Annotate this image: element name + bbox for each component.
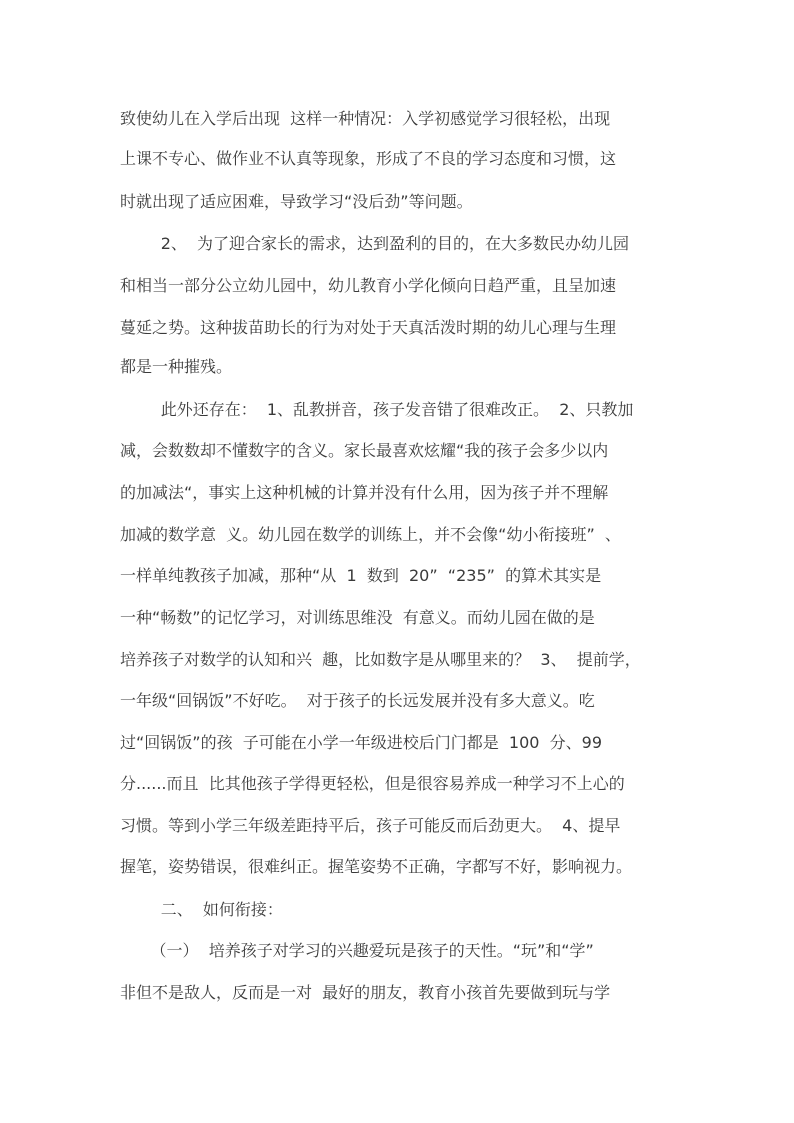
text-line: 分......而且 比其他孩子学得更轻松，但是很容易养成一种学习不上心的 [120, 774, 625, 793]
text-line: 加减的数学意 义。幼儿园在数学的训练上，并不会像“幼小衔接班” 、 [120, 525, 621, 544]
text-line: 致使幼儿在入学后出现 这样一种情况：入学初感觉学习很轻松，出现 [120, 109, 611, 128]
text-line: 一种“畅数”的记忆学习，对训练思维没 有意义。而幼儿园在做的是 [120, 608, 595, 627]
text-line: 时就出现了适应困难，导致学习“没后劲”等问题。 [120, 192, 473, 211]
text-line: 习惯。等到小学三年级差距持平后，孩子可能反而后劲更大。 4、提早 [120, 816, 621, 835]
text-line: 培养孩子对数学的认知和兴 趣，比如数字是从哪里来的？ 3、 提前学， [120, 650, 641, 669]
text-line: 过“回锅饭”的孩 子可能在小学一年级进校后门门都是 100 分、99 [120, 733, 602, 752]
text-line: 2、 为了迎合家长的需求，达到盈利的目的，在大多数民办幼儿园 [120, 234, 630, 253]
text-line: 上课不专心、做作业不认真等现象，形成了不良的学习态度和习惯，这 [120, 149, 617, 168]
text-line: 二、 如何衔接： [120, 900, 283, 919]
text-line: 一样单纯教孩子加减，那种“从 1 数到 20” “235” 的算术其实是 [120, 566, 602, 585]
text-line: 握笔，姿势错误，很难纠正。握笔姿势不正确，字都写不好，影响视力。 [120, 857, 633, 876]
text-line: 一年级“回锅饭”不好吃。 对于孩子的长远发展并没有多大意义。吃 [120, 691, 595, 710]
text-line: 蔓延之势。这种拔苗助长的行为对处于天真活泼时期的幼儿心理与生理 [120, 318, 617, 337]
text-line: 都是一种摧残。 [120, 357, 233, 376]
text-line: 此外还存在： 1、乱教拼音，孩子发音错了很难改正。 2、只教加 [120, 400, 634, 419]
text-line: （一） 培养孩子对学习的兴趣爱玩是孩子的天性。“玩”和“学” [120, 941, 594, 960]
text-line: 和相当一部分公立幼儿园中，幼儿教育小学化倾向日趋严重，且呈加速 [120, 276, 617, 295]
text-line: 减，会数数却不懂数字的含义。家长最喜欢炫耀“我的孩子会多少以内 [120, 441, 609, 460]
text-line: 的加减法“，事实上这种机械的计算并没有什么用，因为孩子并不理解 [120, 483, 609, 502]
text-line: 非但不是敌人，反而是一对 最好的朋友，教育小孩首先要做到玩与学 [120, 983, 611, 1002]
